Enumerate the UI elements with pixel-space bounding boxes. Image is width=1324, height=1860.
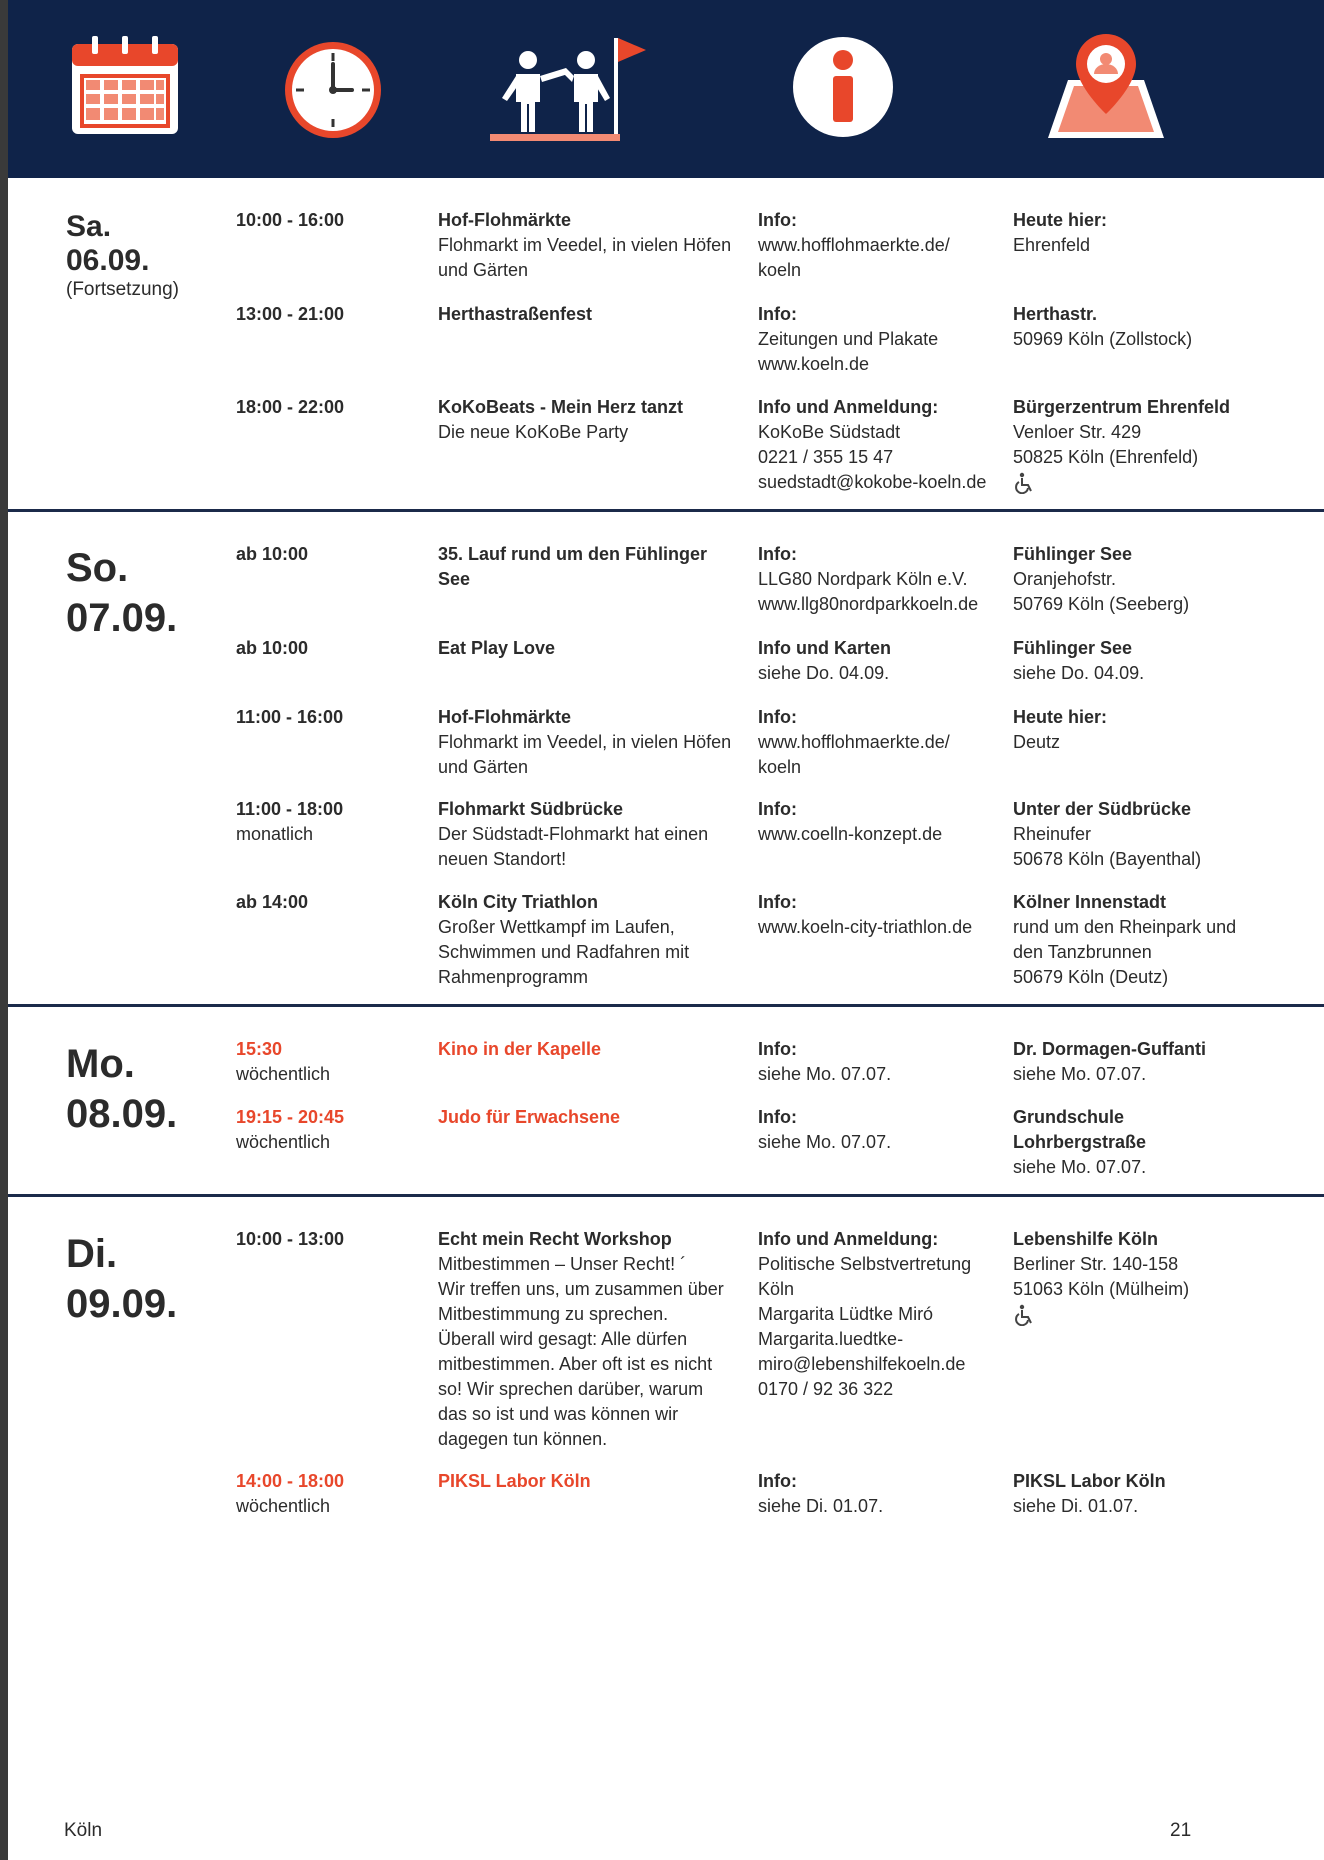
event-title: Echt mein Recht Workshop Mitbestimmen – Unser Recht! ´ Wir treffen uns, um zusammen über Mitbestimmung zu sprechen. Überall wird gesagt: Alle dürfen mitbestimmen. Aber oft ist es nicht so! Wir sprechen darüber, warum das so ist und was können wir dagegen tun können. bbox=[438, 1229, 724, 1449]
event-time: ab 10:00 bbox=[236, 638, 309, 658]
event-location: Kölner Innenstadt rund um den Rheinpark und den Tanzbrunnen 50679 Köln (Deutz) bbox=[1013, 892, 1237, 987]
wheelchair-icon bbox=[1013, 1304, 1035, 1326]
event-location: Fühlinger See Oranjehofstr. 50769 Köln (Seeberg) bbox=[1013, 544, 1190, 614]
event-info: Info: LLG80 Nordpark Köln e.V. www.llg80nordparkkoeln.de bbox=[758, 544, 979, 614]
event-location: PIKSL Labor Köln siehe Di. 01.07. bbox=[1013, 1471, 1166, 1516]
event-time: 19:15 - 20:45 wöchentlich bbox=[236, 1107, 345, 1152]
header-bar bbox=[8, 0, 1324, 178]
clock-icon bbox=[278, 30, 388, 140]
event-time: 11:00 - 16:00 bbox=[236, 707, 344, 727]
event-title: Herthastraßenfest bbox=[438, 304, 593, 324]
event-time: 10:00 - 13:00 bbox=[236, 1229, 345, 1249]
event-title: Hof-Flohmärkte Flohmarkt im Veedel, in vielen Höfen und Gärten bbox=[438, 210, 732, 280]
info-icon bbox=[788, 30, 898, 140]
people-flag-icon bbox=[486, 30, 656, 145]
event-info: Info: Zeitungen und Plakate www.koeln.de bbox=[758, 304, 939, 374]
event-time: ab 14:00 bbox=[236, 892, 309, 912]
event-location: Heute hier: Ehrenfeld bbox=[1013, 210, 1108, 255]
day-heading: Di. 09.09. bbox=[66, 1232, 178, 1326]
event-title: KoKoBeats - Mein Herz tanzt Die neue KoKoBe Party bbox=[438, 397, 684, 442]
event-location: Unter der Südbrücke Rheinufer 50678 Köln (Bayenthal) bbox=[1013, 799, 1202, 869]
location-icon bbox=[1046, 30, 1166, 145]
event-info: Info: siehe Di. 01.07. bbox=[758, 1471, 884, 1516]
event-location: Lebenshilfe Köln Berliner Str. 140-158 51063 Köln (Mülheim) bbox=[1013, 1227, 1313, 1326]
day-heading: Sa. 06.09. (Fortsetzung) bbox=[66, 210, 179, 300]
page-number: 21 bbox=[1170, 1820, 1192, 1841]
event-info: Info und Karten siehe Do. 04.09. bbox=[758, 638, 891, 683]
section-divider bbox=[8, 1194, 1324, 1197]
event-info: Info: www.hofflohmaerkte.de/ koeln bbox=[758, 707, 950, 777]
event-title: 35. Lauf rund um den Fühlinger See bbox=[438, 544, 708, 589]
event-location: Dr. Dormagen-Guffanti siehe Mo. 07.07. bbox=[1013, 1039, 1207, 1084]
event-time: 10:00 - 16:00 bbox=[236, 210, 345, 230]
event-location: Fühlinger See siehe Do. 04.09. bbox=[1013, 638, 1145, 683]
event-location: Heute hier: Deutz bbox=[1013, 707, 1108, 752]
event-location: Bürgerzentrum Ehrenfeld Venloer Str. 429 50825 Köln (Ehrenfeld) bbox=[1013, 395, 1313, 494]
event-title: Köln City Triathlon Großer Wettkampf im Laufen, Schwimmen und Radfahren mit Rahmenprogramm bbox=[438, 892, 690, 987]
event-location: Grundschule Lohrbergstraße siehe Mo. 07.07. bbox=[1013, 1107, 1147, 1177]
event-location: Herthastr. 50969 Köln (Zollstock) bbox=[1013, 304, 1193, 349]
event-time: ab 10:00 bbox=[236, 544, 309, 564]
event-info: Info und Anmeldung: Politische Selbstvertretung Köln Margarita Lüdtke Miró Margarita.luedtke- miro@lebenshilfekoeln.de 0170 / 92 36 322 bbox=[758, 1229, 972, 1399]
calendar-icon bbox=[70, 30, 180, 140]
section-divider bbox=[8, 509, 1324, 512]
event-title: PIKSL Labor Köln bbox=[438, 1471, 591, 1491]
event-info: Info: www.koeln-city-triathlon.de bbox=[758, 892, 973, 937]
event-info: Info: www.hofflohmaerkte.de/ koeln bbox=[758, 210, 950, 280]
footer-city: Köln bbox=[64, 1820, 103, 1841]
event-info: Info: www.coelln-konzept.de bbox=[758, 799, 943, 844]
event-time: 14:00 - 18:00 wöchentlich bbox=[236, 1471, 345, 1516]
event-time: 15:30 wöchentlich bbox=[236, 1039, 331, 1084]
event-time: 11:00 - 18:00 monatlich bbox=[236, 799, 344, 844]
event-info: Info und Anmeldung: KoKoBe Südstadt 0221 / 355 15 47 suedstadt@kokobe-koeln.de bbox=[758, 397, 987, 492]
event-title: Kino in der Kapelle bbox=[438, 1039, 602, 1059]
event-title: Eat Play Love bbox=[438, 638, 556, 658]
wheelchair-icon bbox=[1013, 472, 1035, 494]
event-time: 18:00 - 22:00 bbox=[236, 397, 345, 417]
page-edge bbox=[0, 0, 8, 1860]
event-time: 13:00 - 21:00 bbox=[236, 304, 345, 324]
event-info: Info: siehe Mo. 07.07. bbox=[758, 1107, 892, 1152]
event-title: Flohmarkt Südbrücke Der Südstadt-Flohmarkt hat einen neuen Standort! bbox=[438, 799, 709, 869]
day-heading: So. 07.09. bbox=[66, 546, 178, 640]
day-heading: Mo. 08.09. bbox=[66, 1042, 178, 1136]
event-title: Judo für Erwachsene bbox=[438, 1107, 621, 1127]
event-info: Info: siehe Mo. 07.07. bbox=[758, 1039, 892, 1084]
event-title: Hof-Flohmärkte Flohmarkt im Veedel, in vielen Höfen und Gärten bbox=[438, 707, 732, 777]
section-divider bbox=[8, 1004, 1324, 1007]
